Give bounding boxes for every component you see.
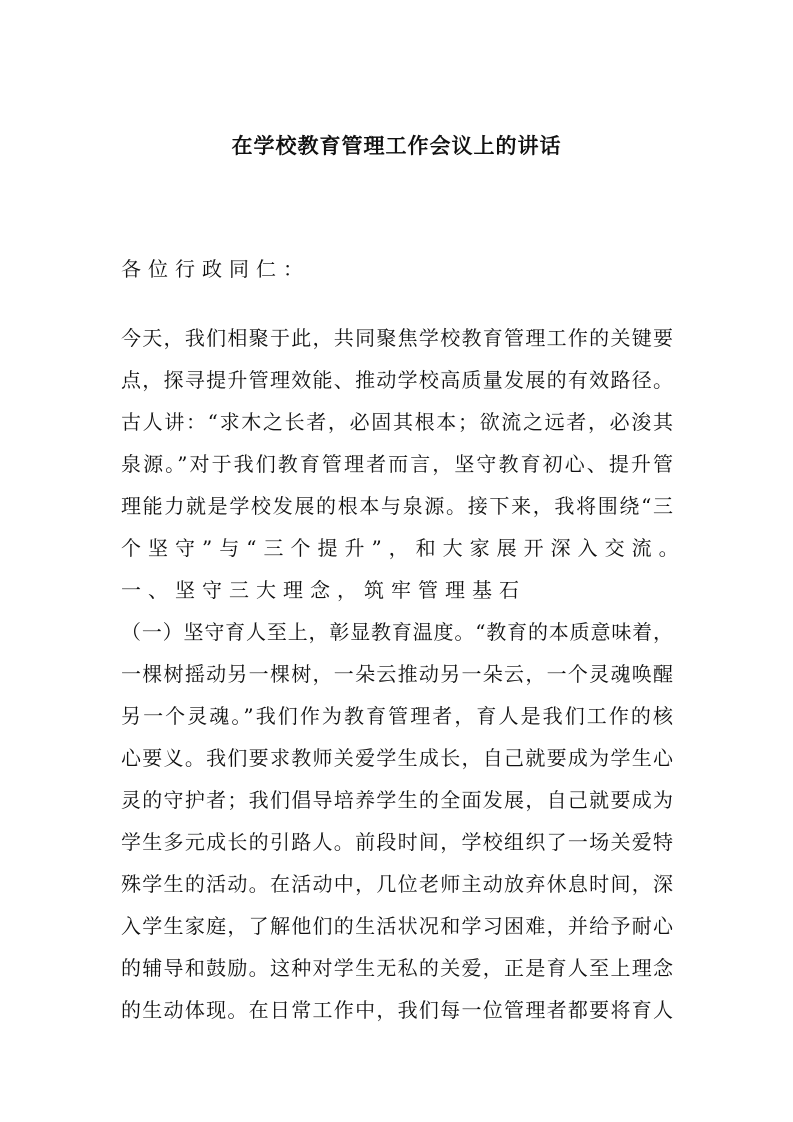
paragraph-line: 点，探寻提升管理效能、推动学校高质量发展的有效路径。 <box>121 368 673 392</box>
paragraph-line: 入学生家庭，了解他们的生活状况和学习困难，并给予耐心 <box>121 914 673 938</box>
paragraph-line: 心要义。我们要求教师关爱学生成长，自己就要成为学生心 <box>121 746 673 770</box>
paragraph-line: 一棵树摇动另一棵树，一朵云推动另一朵云，一个灵魂唤醒 <box>121 662 673 686</box>
paragraph-line: 理能力就是学校发展的根本与泉源。接下来，我将围绕“三 <box>121 494 673 518</box>
paragraph-line: 个坚守”与“三个提升”，和大家展开深入交流。 <box>121 536 686 560</box>
paragraph-line: 灵的守护者；我们倡导培养学生的全面发展，自己就要成为 <box>121 788 673 812</box>
section-heading: 一、坚守三大理念，筑牢管理基石 <box>121 578 526 602</box>
paragraph-line: （一）坚守育人至上，彰显教育温度。“教育的本质意味着， <box>121 620 673 644</box>
paragraph-line: 学生多元成长的引路人。前段时间，学校组织了一场关爱特 <box>121 830 673 854</box>
paragraph-line: 今天，我们相聚于此，共同聚焦学校教育管理工作的关键要 <box>121 326 673 350</box>
document-title: 在学校教育管理工作会议上的讲话 <box>231 133 562 158</box>
greeting: 各位行政同仁： <box>121 257 310 281</box>
paragraph-line: 的辅导和鼓励。这种对学生无私的关爱，正是育人至上理念 <box>121 956 673 980</box>
paragraph-line: 另一个灵魂。”我们作为教育管理者，育人是我们工作的核 <box>121 704 673 728</box>
document-body <box>121 255 686 1038</box>
paragraph-line: 的生动体现。在日常工作中，我们每一位管理者都要将育人 <box>121 998 673 1022</box>
paragraph-line: 古人讲：“求木之长者，必固其根本；欲流之远者，必浚其 <box>121 410 673 434</box>
paragraph-line: 泉源。”对于我们教育管理者而言，坚守教育初心、提升管 <box>121 452 673 476</box>
paragraph-line: 殊学生的活动。在活动中，几位老师主动放弃休息时间，深 <box>121 872 673 896</box>
